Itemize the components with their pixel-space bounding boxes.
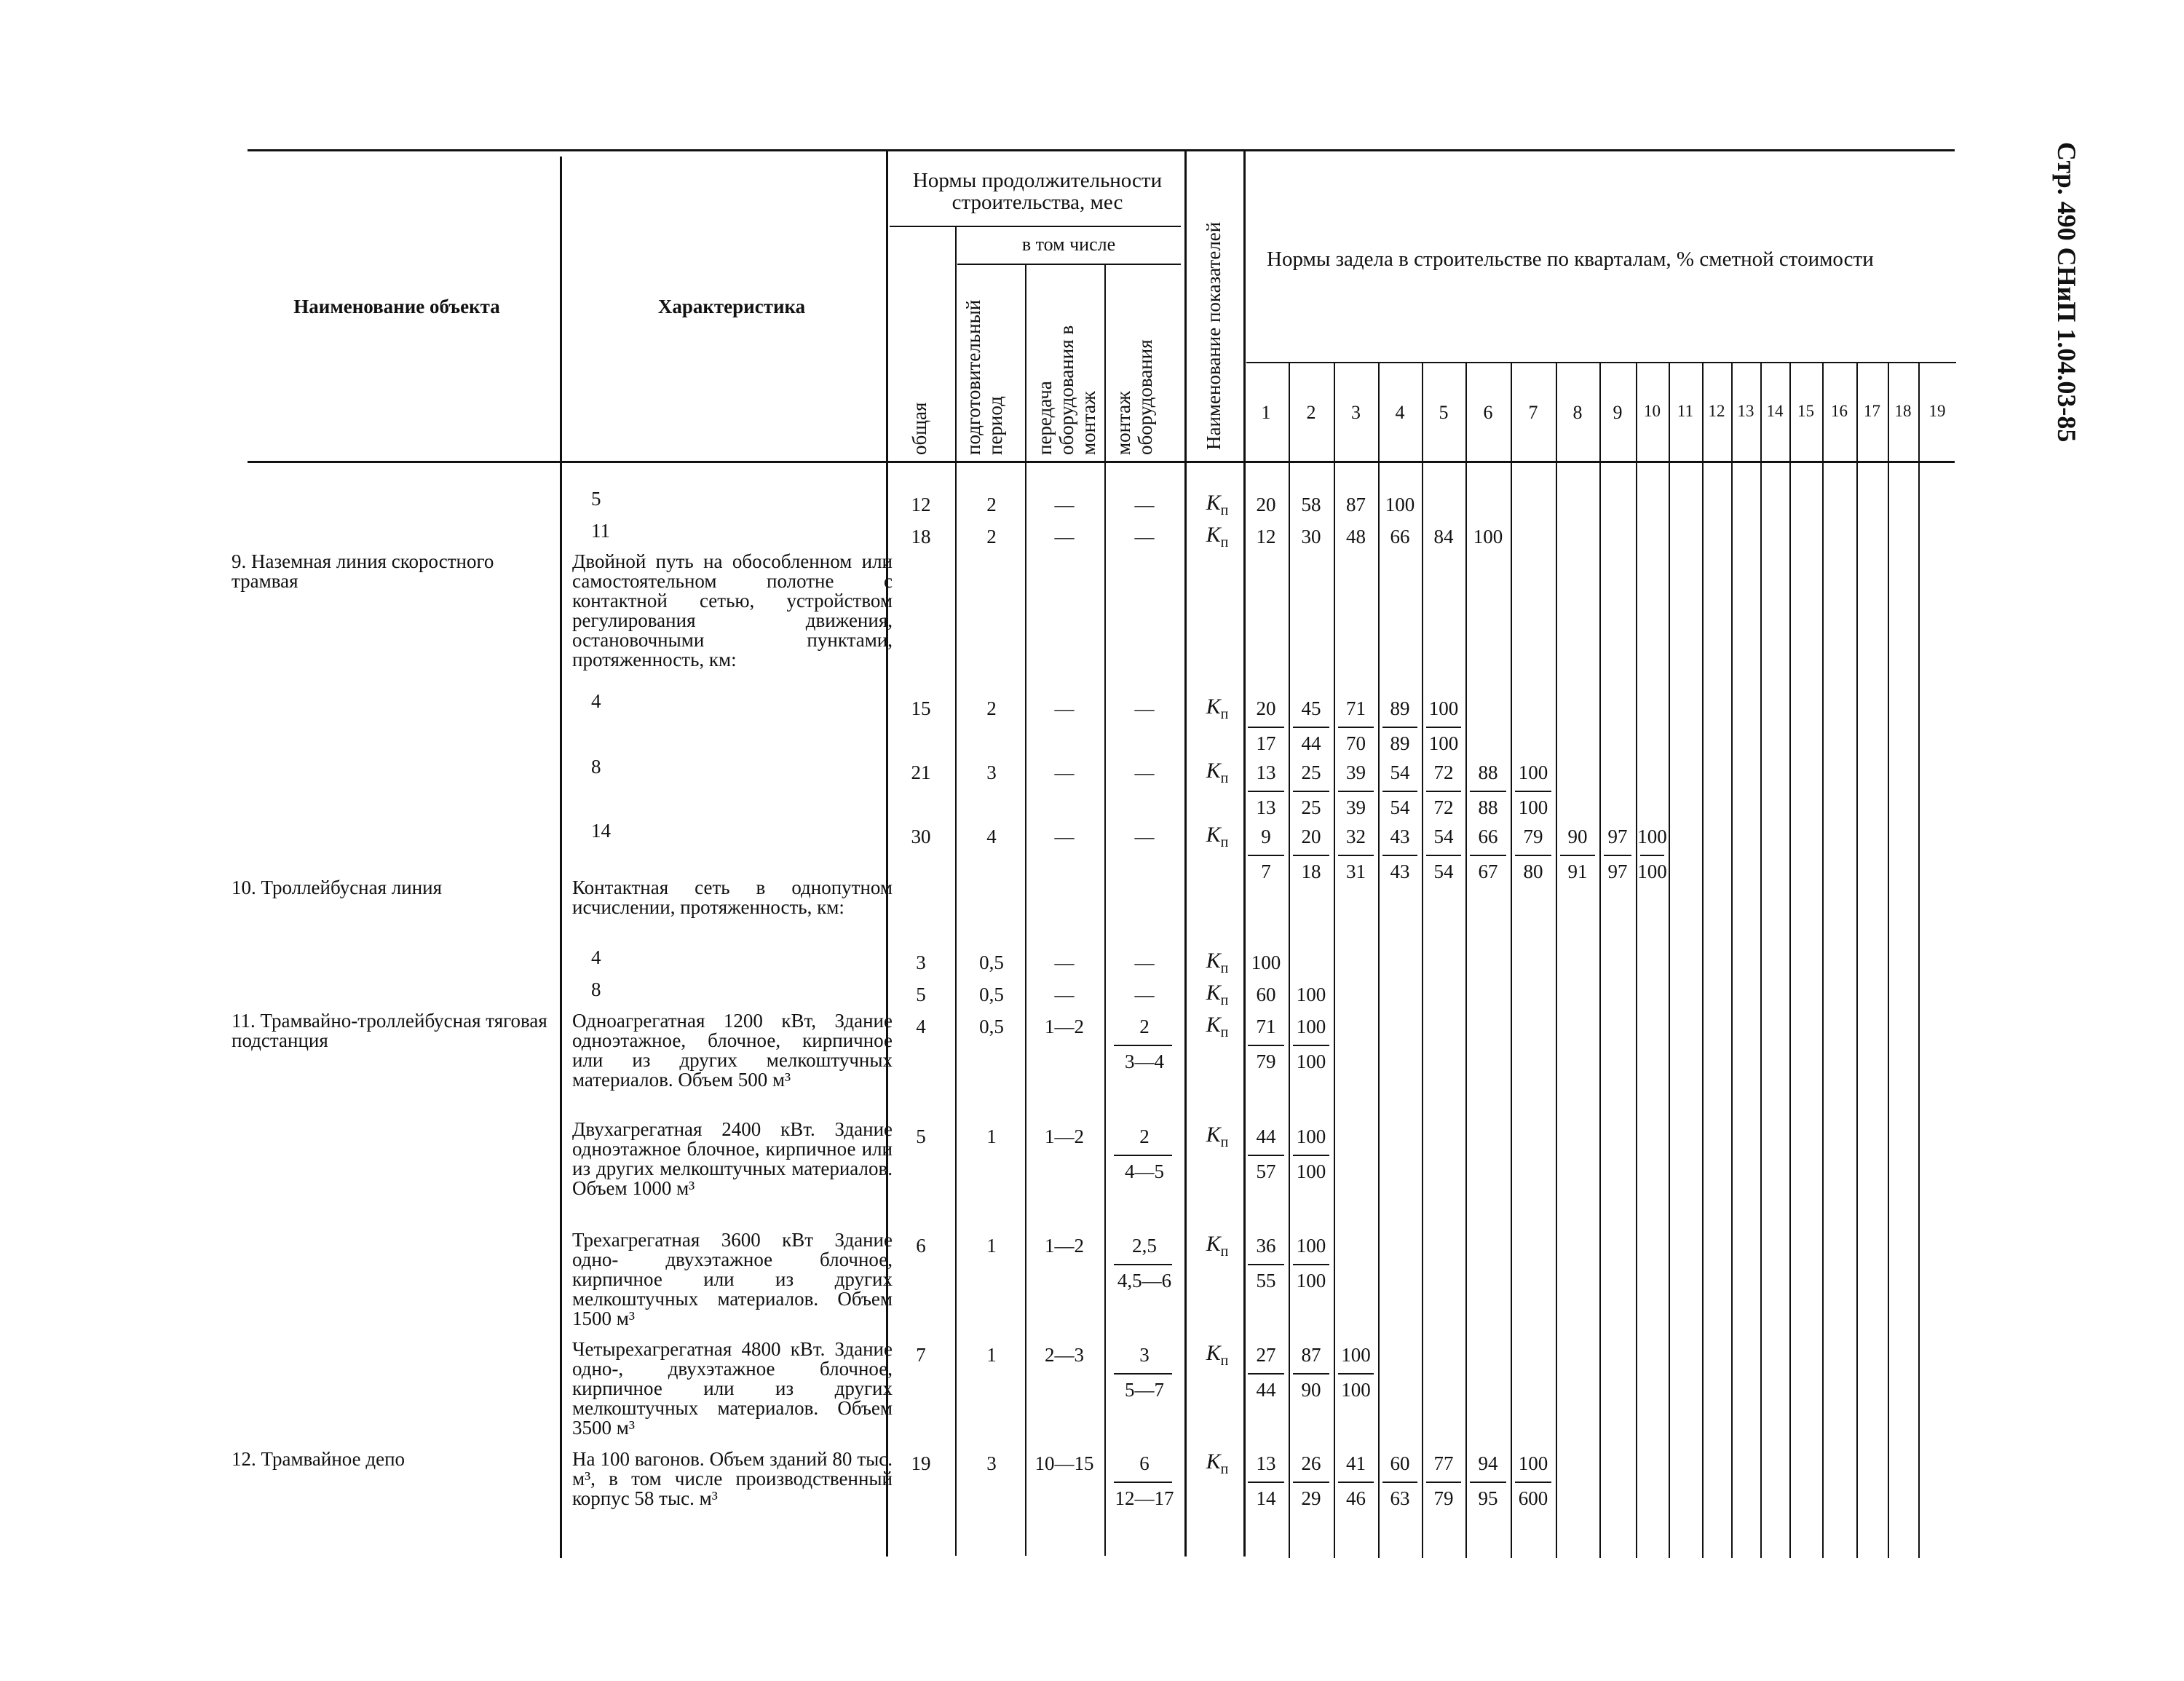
duration-total: 4 <box>916 1016 926 1037</box>
duration-total: 5 <box>916 1126 926 1147</box>
duration-prep: 2 <box>986 697 997 719</box>
kp-indicator <box>1206 695 1229 723</box>
duration-transfer: — <box>1054 697 1075 719</box>
backlog-value: 100 <box>1296 1126 1326 1147</box>
backlog-value-alt: 54 <box>1433 861 1454 882</box>
backlog-divider <box>1426 855 1461 856</box>
backlog-divider <box>1640 855 1664 856</box>
kp-letter: К <box>1206 949 1221 973</box>
quarter-col-rule <box>1702 362 1704 1558</box>
backlog-value-alt: 67 <box>1478 861 1498 882</box>
kp-subscript: п <box>1220 706 1229 722</box>
kp-indicator <box>1206 823 1229 851</box>
backlog-divider <box>1470 1482 1506 1483</box>
col-rule-install <box>1184 151 1187 1557</box>
col-rule-transfer <box>1104 264 1106 1556</box>
quarter-col-rule <box>1636 362 1637 1558</box>
table-top-rule <box>248 149 1955 151</box>
characteristic: На 100 вагонов. Объем зданий 80 тыс. м³, в том числе производственный корпус 58 тыс. м³ <box>572 1448 893 1509</box>
backlog-value: 100 <box>1428 697 1459 719</box>
duration-transfer: — <box>1054 984 1075 1005</box>
install-divider <box>1114 1373 1172 1375</box>
backlog-value: 20 <box>1301 826 1321 847</box>
backlog-value-alt: 70 <box>1346 732 1366 754</box>
backlog-value: 87 <box>1301 1344 1321 1366</box>
header-object-name: Наименование объекта <box>293 296 500 317</box>
quarter-header: 13 <box>1737 402 1754 420</box>
duration-install: 6 <box>1139 1452 1150 1474</box>
duration-total: 19 <box>911 1452 931 1474</box>
object-name-12: 12. Трамвайное депо <box>232 1448 405 1470</box>
backlog-value: 66 <box>1478 826 1498 847</box>
quarter-col-rule <box>1599 362 1601 1558</box>
backlog-value: 100 <box>1518 1452 1548 1474</box>
quarter-header: 18 <box>1894 402 1912 420</box>
backlog-value-alt: 39 <box>1346 796 1366 818</box>
backlog-divider <box>1248 791 1284 792</box>
characteristic: 4 <box>591 690 601 712</box>
backlog-divider <box>1293 1373 1329 1375</box>
header-indicator-name: Наименование показателей <box>1203 221 1224 450</box>
duration-install: 2 <box>1139 1126 1150 1147</box>
backlog-divider <box>1248 855 1284 856</box>
duration-prep: 3 <box>986 762 997 783</box>
object-name-10: 10. Троллейбусная линия <box>232 877 443 898</box>
backlog-value-alt: 44 <box>1301 732 1321 754</box>
duration-install: 2 <box>1139 1016 1150 1037</box>
quarter-col-rule <box>1422 362 1423 1558</box>
backlog-value: 100 <box>1296 1016 1326 1037</box>
object-name-9: 9. Наземная линия скоростного трамвая <box>232 550 494 592</box>
install-divider <box>1114 1482 1172 1483</box>
duration-total: 6 <box>916 1235 926 1257</box>
duration-transfer: — <box>1054 952 1075 973</box>
backlog-value: 79 <box>1523 826 1543 847</box>
kp-indicator <box>1206 759 1229 787</box>
duration-transfer: 1—2 <box>1045 1235 1084 1257</box>
backlog-value: 54 <box>1390 762 1410 783</box>
kp-indicator <box>1206 491 1229 519</box>
backlog-value-alt: 25 <box>1301 796 1321 818</box>
backlog-value-alt: 95 <box>1478 1487 1498 1509</box>
duration-install: — <box>1134 526 1155 547</box>
characteristic: 14 <box>591 820 611 842</box>
duration-transfer: 1—2 <box>1045 1126 1084 1147</box>
backlog-value: 60 <box>1390 1452 1410 1474</box>
backlog-value-alt: 18 <box>1301 861 1321 882</box>
backlog-value-alt: 100 <box>1296 1051 1326 1072</box>
backlog-sub-rule <box>1246 362 1956 363</box>
install-divider <box>1114 1155 1172 1156</box>
duration-prep: 1 <box>986 1235 997 1257</box>
backlog-value-alt: 100 <box>1341 1379 1371 1401</box>
backlog-divider <box>1293 727 1329 728</box>
backlog-divider <box>1248 727 1284 728</box>
quarter-header: 17 <box>1864 402 1880 420</box>
duration-install-alt: 12—17 <box>1115 1487 1174 1509</box>
quarter-header: 14 <box>1766 402 1784 420</box>
including-sub-rule <box>957 264 1181 265</box>
backlog-value: 71 <box>1346 697 1366 719</box>
characteristic: 5 <box>591 488 601 510</box>
install-divider <box>1114 1264 1172 1265</box>
backlog-divider <box>1426 727 1461 728</box>
duration-install-alt: 3—4 <box>1125 1051 1164 1072</box>
backlog-value: 39 <box>1346 762 1366 783</box>
duration-total: 7 <box>916 1344 926 1366</box>
kp-letter: К <box>1206 1013 1221 1037</box>
kp-indicator <box>1206 1232 1229 1260</box>
header-including: в том числе <box>1021 234 1116 255</box>
duration-total: 18 <box>911 526 931 547</box>
kp-indicator <box>1206 1123 1229 1151</box>
header-total: общая <box>909 402 930 455</box>
backlog-value: 100 <box>1251 952 1281 973</box>
backlog-value-alt: 80 <box>1523 861 1543 882</box>
duration-transfer: 10—15 <box>1034 1452 1094 1474</box>
duration-total: 5 <box>916 984 926 1005</box>
header-characteristic: Характеристика <box>657 296 806 317</box>
backlog-value: 25 <box>1301 762 1321 783</box>
duration-prep: 2 <box>986 526 997 547</box>
backlog-value: 60 <box>1256 984 1276 1005</box>
backlog-divider <box>1338 791 1374 792</box>
characteristic: 4 <box>591 946 601 968</box>
kp-indicator <box>1206 1013 1229 1041</box>
duration-prep: 1 <box>986 1344 997 1366</box>
characteristic: Трехагрегатная 3600 кВт Здание одно- двухэтажное блочное, кирпичное или из других мелкоштучных материалов. Объем 1500 м³ <box>572 1229 893 1329</box>
duration-install: — <box>1134 697 1155 719</box>
quarter-col-rule <box>1465 362 1467 1558</box>
quarter-header: 19 <box>1928 402 1946 420</box>
kp-indicator <box>1206 949 1229 977</box>
col-rule-object <box>560 157 562 1558</box>
duration-prep: 1 <box>986 1126 997 1147</box>
backlog-value-alt: 72 <box>1433 796 1454 818</box>
header-equipment-transfer: передача оборудования в монтаж <box>1034 325 1099 455</box>
backlog-value: 30 <box>1301 526 1321 547</box>
duration-transfer: — <box>1054 494 1075 515</box>
backlog-divider <box>1470 855 1506 856</box>
kp-subscript: п <box>1220 1134 1229 1150</box>
quarter-header: 6 <box>1483 402 1493 423</box>
header-preparatory: подготовительный период <box>962 299 1006 455</box>
kp-indicator <box>1206 1449 1229 1478</box>
backlog-value-alt: 100 <box>1637 861 1667 882</box>
quarter-col-rule <box>1856 362 1858 1558</box>
duration-transfer: 2—3 <box>1045 1344 1084 1366</box>
kp-letter: К <box>1206 759 1221 783</box>
kp-subscript: п <box>1220 502 1229 518</box>
backlog-divider <box>1515 791 1551 792</box>
kp-subscript: п <box>1220 834 1229 850</box>
quarter-col-rule <box>1556 362 1557 1558</box>
duration-total: 3 <box>916 952 926 973</box>
quarter-col-rule <box>1888 362 1889 1558</box>
backlog-divider <box>1248 1155 1284 1156</box>
duration-install: — <box>1134 984 1155 1005</box>
duration-transfer: — <box>1054 826 1075 847</box>
quarter-header: 8 <box>1572 402 1583 423</box>
quarter-header: 16 <box>1831 402 1848 420</box>
characteristic: Контактная сеть в однопутном исчислении, протяженность, км: <box>572 877 893 918</box>
backlog-value-alt: 17 <box>1256 732 1276 754</box>
quarter-header: 4 <box>1395 402 1405 423</box>
kp-letter: К <box>1206 1449 1221 1474</box>
backlog-value-alt: 29 <box>1301 1487 1321 1509</box>
backlog-divider <box>1248 1373 1284 1375</box>
kp-indicator <box>1206 1341 1229 1369</box>
kp-subscript: п <box>1220 960 1229 976</box>
duration-install-alt: 4—5 <box>1125 1160 1164 1182</box>
quarter-col-rule <box>1289 362 1290 1558</box>
backlog-divider <box>1293 1155 1329 1156</box>
backlog-divider <box>1338 727 1374 728</box>
backlog-divider <box>1338 1482 1374 1483</box>
characteristic: 8 <box>591 978 601 1000</box>
quarter-header: 5 <box>1439 402 1449 423</box>
kp-letter: К <box>1206 1232 1221 1256</box>
backlog-value: 97 <box>1607 826 1628 847</box>
backlog-value: 100 <box>1385 494 1415 515</box>
duration-total: 21 <box>911 762 931 783</box>
backlog-divider <box>1248 1264 1284 1265</box>
duration-total: 15 <box>911 697 931 719</box>
backlog-divider <box>1293 1045 1329 1046</box>
backlog-divider <box>1338 1373 1374 1375</box>
duration-prep: 4 <box>986 826 997 847</box>
backlog-divider <box>1338 855 1374 856</box>
backlog-value: 27 <box>1256 1344 1276 1366</box>
quarter-col-rule <box>1731 362 1733 1558</box>
characteristic: Одноагрегатная 1200 кВт, Здание одноэтажное, блочное, кирпичное или из других мелкоштучных материалов. Объем 500 м³ <box>572 1010 893 1091</box>
backlog-divider <box>1248 1045 1284 1046</box>
characteristic: Двойной путь на обособленном или самостоятельном полотне с контактной сетью, устройством регулирования движения, остановочными пунктами, протяженность, км: <box>572 550 893 671</box>
quarter-header: 2 <box>1306 402 1316 423</box>
backlog-divider <box>1604 855 1631 856</box>
backlog-value-alt: 79 <box>1433 1487 1454 1509</box>
kp-letter: К <box>1206 1341 1221 1365</box>
kp-subscript: п <box>1220 1353 1229 1369</box>
quarter-header: 12 <box>1708 402 1725 420</box>
backlog-value: 54 <box>1433 826 1454 847</box>
header-equipment-install: монтаж оборудования <box>1112 339 1156 455</box>
quarter-header: 10 <box>1644 402 1661 420</box>
quarter-header: 3 <box>1351 402 1361 423</box>
backlog-value-alt: 88 <box>1478 796 1498 818</box>
characteristic: Четырехагрегатная 4800 кВт. Здание одно-, двухэтажное блочное, кирпичное или из других мелкоштучных материалов. Объем 3500 м³ <box>572 1338 893 1439</box>
backlog-divider <box>1293 1482 1329 1483</box>
duration-prep: 3 <box>986 1452 997 1474</box>
backlog-value: 26 <box>1301 1452 1321 1474</box>
backlog-divider <box>1560 855 1595 856</box>
backlog-value: 12 <box>1256 526 1276 547</box>
quarter-header: 1 <box>1261 402 1271 423</box>
backlog-value-alt: 89 <box>1390 732 1410 754</box>
backlog-value: 94 <box>1478 1452 1498 1474</box>
backlog-divider <box>1293 791 1329 792</box>
backlog-divider <box>1248 1482 1284 1483</box>
quarter-header: 9 <box>1613 402 1623 423</box>
kp-subscript: п <box>1220 770 1229 786</box>
backlog-divider <box>1382 727 1417 728</box>
backlog-value: 20 <box>1256 697 1276 719</box>
backlog-value: 87 <box>1346 494 1366 515</box>
backlog-value-alt: 55 <box>1256 1270 1276 1292</box>
backlog-value: 71 <box>1256 1016 1276 1037</box>
backlog-value: 45 <box>1301 697 1321 719</box>
backlog-value-alt: 100 <box>1518 796 1548 818</box>
kp-indicator <box>1206 523 1229 551</box>
quarter-col-rule <box>1334 362 1335 1558</box>
backlog-value-alt: 100 <box>1296 1160 1326 1182</box>
kp-indicator <box>1206 981 1229 1009</box>
install-divider <box>1114 1045 1172 1046</box>
duration-prep: 0,5 <box>979 1016 1004 1037</box>
backlog-value: 13 <box>1256 1452 1276 1474</box>
kp-letter: К <box>1206 695 1221 719</box>
backlog-value-alt: 100 <box>1296 1270 1326 1292</box>
header-bottom-rule <box>248 461 1955 463</box>
backlog-value: 43 <box>1390 826 1410 847</box>
backlog-divider <box>1382 855 1417 856</box>
duration-total: 30 <box>911 826 931 847</box>
quarter-header: 7 <box>1528 402 1538 423</box>
duration-install: — <box>1134 952 1155 973</box>
backlog-value: 89 <box>1390 697 1410 719</box>
kp-letter: К <box>1206 491 1221 515</box>
backlog-divider <box>1382 791 1417 792</box>
kp-subscript: п <box>1220 1024 1229 1040</box>
quarter-col-rule <box>1822 362 1824 1558</box>
backlog-value: 58 <box>1301 494 1321 515</box>
backlog-value: 100 <box>1637 826 1667 847</box>
backlog-value: 41 <box>1346 1452 1366 1474</box>
backlog-divider <box>1515 1482 1551 1483</box>
backlog-value-alt: 13 <box>1256 796 1276 818</box>
quarter-col-rule <box>1789 362 1791 1558</box>
col-rule-prep <box>1025 264 1026 1556</box>
backlog-value-alt: 43 <box>1390 861 1410 882</box>
backlog-value: 77 <box>1433 1452 1454 1474</box>
col-rule-indicator <box>1243 151 1246 1557</box>
backlog-value: 36 <box>1256 1235 1276 1257</box>
duration-install-alt: 4,5—6 <box>1117 1270 1172 1292</box>
duration-install: — <box>1134 494 1155 515</box>
backlog-value-alt: 90 <box>1301 1379 1321 1401</box>
kp-letter: К <box>1206 523 1221 547</box>
kp-subscript: п <box>1220 1461 1229 1477</box>
kp-subscript: п <box>1220 534 1229 550</box>
backlog-value: 84 <box>1433 526 1454 547</box>
backlog-value: 72 <box>1433 762 1454 783</box>
backlog-value-alt: 57 <box>1256 1160 1276 1182</box>
backlog-value-alt: 600 <box>1518 1487 1548 1509</box>
duration-sub-rule <box>890 226 1181 227</box>
backlog-divider <box>1426 791 1461 792</box>
backlog-value: 88 <box>1478 762 1498 783</box>
duration-install: 2,5 <box>1132 1235 1157 1257</box>
backlog-value: 32 <box>1346 826 1366 847</box>
kp-letter: К <box>1206 1123 1221 1147</box>
quarter-col-rule <box>1918 362 1920 1558</box>
backlog-divider <box>1293 855 1329 856</box>
object-name-11: 11. Трамвайно-троллейбусная тяговая подстанция <box>232 1010 547 1051</box>
backlog-value: 20 <box>1256 494 1276 515</box>
backlog-value: 100 <box>1341 1344 1371 1366</box>
backlog-value: 9 <box>1261 826 1271 847</box>
backlog-divider <box>1382 1482 1417 1483</box>
backlog-divider <box>1515 855 1551 856</box>
backlog-value: 100 <box>1296 1235 1326 1257</box>
quarter-col-rule <box>1511 362 1512 1558</box>
backlog-value: 66 <box>1390 526 1410 547</box>
duration-prep: 0,5 <box>979 984 1004 1005</box>
backlog-value-alt: 63 <box>1390 1487 1410 1509</box>
characteristic: Двухагрегатная 2400 кВт. Здание одноэтажное блочное, кирпичное или из других мелкоштучных материалов. Объем 1000 м³ <box>572 1118 893 1199</box>
duration-install: — <box>1134 762 1155 783</box>
duration-total: 12 <box>911 494 931 515</box>
backlog-value: 48 <box>1346 526 1366 547</box>
backlog-value: 90 <box>1567 826 1588 847</box>
duration-install: 3 <box>1139 1344 1150 1366</box>
backlog-value: 44 <box>1256 1126 1276 1147</box>
duration-prep: 2 <box>986 494 997 515</box>
duration-prep: 0,5 <box>979 952 1004 973</box>
backlog-value-alt: 44 <box>1256 1379 1276 1401</box>
characteristic: 11 <box>591 520 610 542</box>
quarter-header: 15 <box>1797 402 1814 420</box>
duration-transfer: — <box>1054 762 1075 783</box>
backlog-divider <box>1293 1264 1329 1265</box>
kp-letter: К <box>1206 981 1221 1005</box>
quarter-col-rule <box>1669 362 1670 1558</box>
header-backlog-title: Нормы задела в строительстве по кварталам, % сметной стоимости <box>1267 248 1874 271</box>
kp-subscript: п <box>1220 1243 1229 1259</box>
backlog-value-alt: 79 <box>1256 1051 1276 1072</box>
col-rule-total <box>955 227 957 1556</box>
backlog-divider <box>1470 791 1506 792</box>
backlog-value-alt: 14 <box>1256 1487 1276 1509</box>
kp-letter: К <box>1206 823 1221 847</box>
characteristic: 8 <box>591 756 601 778</box>
backlog-value: 100 <box>1518 762 1548 783</box>
backlog-value: 100 <box>1296 984 1326 1005</box>
backlog-value-alt: 54 <box>1390 796 1410 818</box>
duration-install-alt: 5—7 <box>1125 1379 1164 1401</box>
backlog-value-alt: 97 <box>1607 861 1628 882</box>
duration-transfer: 1—2 <box>1045 1016 1084 1037</box>
backlog-value: 13 <box>1256 762 1276 783</box>
backlog-value-alt: 7 <box>1261 861 1271 882</box>
backlog-value-alt: 100 <box>1428 732 1459 754</box>
quarter-col-rule <box>1760 362 1762 1558</box>
header-duration-title: Нормы продолжительности строительства, мес <box>912 169 1163 214</box>
page-label: Стр. 490 СНиП 1.04.03-85 <box>2052 142 2081 443</box>
backlog-value-alt: 91 <box>1567 861 1588 882</box>
backlog-value: 100 <box>1473 526 1503 547</box>
backlog-value-alt: 31 <box>1346 861 1366 882</box>
duration-transfer: — <box>1054 526 1075 547</box>
quarter-header: 11 <box>1677 402 1694 420</box>
quarter-col-rule <box>1378 362 1380 1558</box>
kp-subscript: п <box>1220 992 1229 1008</box>
backlog-divider <box>1426 1482 1461 1483</box>
duration-install: — <box>1134 826 1155 847</box>
backlog-value-alt: 46 <box>1346 1487 1366 1509</box>
